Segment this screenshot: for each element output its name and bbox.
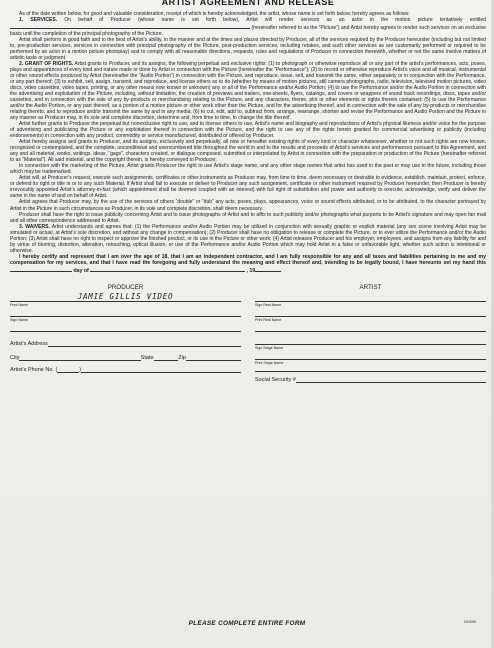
artist-phone-close: ): [79, 366, 82, 373]
services-heading: 1. SERVICES.: [19, 17, 58, 24]
print-stage-name-label: Print Stage Name: [255, 360, 284, 365]
producer-print-name-label: Print Name: [10, 302, 28, 307]
city-label: City: [10, 354, 20, 361]
services-paragraph: [10, 17, 486, 37]
certificates-paragraph: Artist will, at Producer’s request, execute such assignments, certificates or other instruments as Producer may, from time to time, deem necessary or desirable to evidence, establish, maintain, protect, enforce, or defend its right or title in or to any such Material. If Artist shall fail to execute or deliver to Producer any such assignment, certificate or other instrument required by Producer hereunder, then Producer is hereby irrevocably appointed Artist’s attorney-in-fact (which appointment shall be deemed coupled with an interest) with full right of substitution and power and authority to execute, acknowledge, verify and deliver the same in the name of and on behalf of Artist.: [10, 175, 486, 200]
producer-print-name-field[interactable]: [10, 302, 241, 317]
artist-address-field[interactable]: [10, 332, 241, 347]
producer-heading: PRODUCER: [107, 283, 144, 291]
waivers-text: Artist understands and agrees that: (1) the Performance and/or Audio Portion may be utilized in conjunction with sexually graphic or explicit material (any sex scene involving Artist may be simulated or actual, at Artist’s sole discretion, and without any change in compensation); (2) Producer shall have no obligation to release or complete the Picture, or to ever utilize the Performance and/or the Audio Portion; (3) Artist shall have no right to inspect or approve the finished product, or its use in the Picture or other work; (4) Artist releases Producer and his employer, employees, and assigns from any liability for and by virtue of blurring, distortion, alteration, retouching, optical illusion, or use of the Performance and/or Audio Portion which may hold Artist in a false or unfavorable light, whether such action is intentional or otherwise.: [10, 223, 486, 254]
artist-heading: ARTIST: [359, 283, 382, 291]
publicity-paragraph: Producer shall have the right to issue publicity concerning Artist and to issue photographs of Artist and to affix to such publicity and/or photographs what purports to be Artist’s signature and may open fan mail and all other correspondence addressed to Artist.: [10, 211, 486, 224]
grant-text: Artist grants to Producer, and its assigns, the following perpetual and exclusive rights: (1) to photograph or otherwise reproduce all or any part of the artist’s performances, acts, poses, plays and appearances of every kind and nature made or done by Artist in connection with the Picture (hereinafter the “Performance”); (2) to record or otherwise reproduce Artist’s voice and all musical, instrumental or other sound effects produced by Artist (hereinafter the “Audio Portion”) in connection with the Picture, and reproduce, issue, sell, and transmit the same, either separately or in conjunction with the Performance, or any part thereof; (3) to exhibit, sell, assign, transmit, and reproduce, and license others so to do (whether by means of motion pictures, still camera photographs, radio, television, televised motion pictures, video discs, video cassettes, video tapes, printing, or any other means now known or unknown) any or all of the Performance and/or Audio Portion; (4) to use the Performance and/or the Audio Portion in connection with the advertising and exploitation of the Picture, including, without limitation, the creation of previews and trailers, one-sheets, flyers, catalogs, and covers or wrappers of sound track recordings, discs, tapes and/or cassettes, and in connection with the sale of any by-products or merchandising relating to the Picture, and any characters, theme, plot or other elements or rights therein contained; (5) to use the Performance and/or the Audio Portion, or any part thereof, as a portion of a motion picture or other work other than the Picture, and for the advertising thereof, and in connection with the sale of any by-products or merchandise relating thereto, and to reproduce and/or transmit the same by and in any media; (6) to cut, edit, add to, subtract from, arrange, rearrange, shorten and revise the Performance and Audio Portion and the Picture in any manner as Producer may, in its sole and complete discretion, determine and, from time to time, to change the title thereof.: [10, 61, 486, 122]
social-security-line[interactable]: [296, 376, 486, 383]
producer-column: [10, 284, 249, 383]
certification-day-of: day of: [73, 268, 89, 275]
artist-top-line: [255, 292, 486, 302]
waivers-paragraph: [10, 224, 486, 254]
certification-year: , 19: [246, 268, 256, 275]
producer-name-handwritten: JAMIE GILLIS VIDEO: [10, 292, 241, 302]
doubles-paragraph: Artist agrees that Producer may, by the use of the services of others “double” or “dub” any acts, poses, plays, appearances, voice or sound effects attributed, or to be attributed, to the character portrayed by Artist in the Picture in such circumstances as Producer, in its sole and complete discretion, shall deem necessary.: [10, 199, 486, 212]
artist-blank-line: [255, 332, 486, 345]
intro-paragraph: As of the date written below, for good and valuable consideration, receipt of which is hereby acknowledged, the artist, whose name is set forth below, hereby agrees as follows:: [19, 11, 410, 17]
name-likeness-paragraph: Artist further grants to Producer the perpetual but nonexclusive right to use, and to license others to use, Artist’s name and biography and reproductions of Artist’s physical likeness and/or voice for the purpose of advertising and publicizing the Picture or any exploitation thereof in connection with the Picture, and the right to use any of the rights herein granted for commercial advertising or publicity (including endorsements) in connection with any product, commodity or service manufactured, distributed or offered by Producer.: [10, 121, 486, 140]
producer-sign-name-field[interactable]: [10, 317, 241, 332]
social-security-label: Social Security #: [255, 376, 296, 383]
sign-real-name-field[interactable]: [255, 302, 486, 317]
producer-sign-name-label: Sign Name: [10, 317, 28, 322]
social-security-field: [255, 372, 486, 383]
artist-address-label: Artist’s Address: [10, 340, 48, 347]
artist-phone-field: [10, 361, 241, 373]
document-title: ARTIST AGREEMENT AND RELEASE: [161, 0, 335, 6]
agreement-body: [10, 11, 486, 275]
picture-title-field[interactable]: [10, 23, 250, 29]
zip-line[interactable]: [186, 354, 241, 361]
state-line[interactable]: [154, 354, 179, 361]
services-text-b: (hereinafter referred to as the “Picture”) and Artist hereby agrees to render such services on an exclusive basis until the completion of the principal photography of the Picture.: [10, 25, 486, 38]
certification-paragraph: [10, 254, 486, 275]
form-code: V2/4/90: [463, 620, 476, 624]
zip-label: Zip: [178, 354, 186, 361]
footer-instruction: PLEASE COMPLETE ENTIRE FORM: [188, 620, 306, 627]
artist-phone-label: Artist’s Phone No. (: [10, 366, 58, 373]
grant-paragraph: [10, 61, 486, 121]
area-code-line[interactable]: [57, 366, 82, 373]
print-real-name-field[interactable]: [255, 317, 486, 332]
city-line[interactable]: [19, 354, 140, 361]
waivers-heading: 3. WAIVERS.: [19, 223, 50, 230]
artist-column: [249, 284, 486, 383]
sign-year-field[interactable]: [255, 266, 281, 272]
grant-heading: 2. GRANT OF RIGHTS.: [19, 61, 74, 68]
print-stage-name-field[interactable]: [255, 360, 486, 372]
artist-address-line[interactable]: [48, 340, 241, 347]
sign-stage-name-field[interactable]: [255, 345, 486, 360]
state-label: State: [140, 354, 154, 361]
stage-name-paragraph: In connection with the marketing of the Picture, Artist grants Producer the right to use Artist’s stage name, and any other stage names that artist has used in the past or may use in the future, including those which may be trademarked.: [10, 163, 486, 176]
phone-number-line[interactable]: [81, 366, 241, 373]
certification-text: I hereby certify and represent that I am over the age of 18, that I am an independent contractor, and I am fully responsible for any and all taxes and liabilities pertaining to me and my compensation for my services, and that I have read the foregoing and fully understand the meaning and effect thereof and, intending to be legally bound, I have hereunto set my hand this: [10, 253, 486, 266]
good-faith-paragraph: Artist shall perform in good faith and to the best of Artist’s ability, in the manner and at the times and places directed by Producer, all of the services required by the Producer hereunder (including but not limited to, pre-production services, services in connection with principal photography of the Picture, post-production services, including retakes, and such other services as are customarily performed or required to be performed by an actor in a motion picture photoplay) and to comply with all reasonable directions, requests, rules and regulations of Producer in connection therewith, whether or not the same involve matters of artistic taste or judgment.: [10, 37, 486, 62]
sign-stage-name-label: Sign Stage Name: [255, 345, 284, 350]
print-real-name-label: Print Real Name: [255, 317, 282, 322]
city-state-zip-row: [10, 347, 241, 361]
signature-section: [10, 284, 486, 383]
sign-real-name-label: Sign Real Name: [255, 302, 282, 307]
sign-day-field[interactable]: [10, 266, 72, 272]
services-text-a: On behalf of Producer (whose name is set forth below), Artist will render services as an actor in the motion picture tentatively entitled: [64, 17, 486, 24]
assigns-paragraph: Artist hereby assigns and grants to Producer, and its assigns, exclusively and perpetually, all now or hereafter existing rights of every kind or character whatsoever, whether or not such rights are now known, recognized or contemplated, and the complete, unconditional and unencumbered title throughout the world in and to the results and proceeds of Artist’s services and performances pursuant to this Agreement, and any and all material, works, writings, ideas, “gags”, characters created, or dialogue composed, submitted or interpolated by Artist in connection with the preparation or production of the Picture (hereinafter referred to as “Material”). All said material, and the copyright therein, is hereby conveyed to Producer.: [10, 139, 486, 164]
sign-month-field[interactable]: [90, 266, 245, 272]
